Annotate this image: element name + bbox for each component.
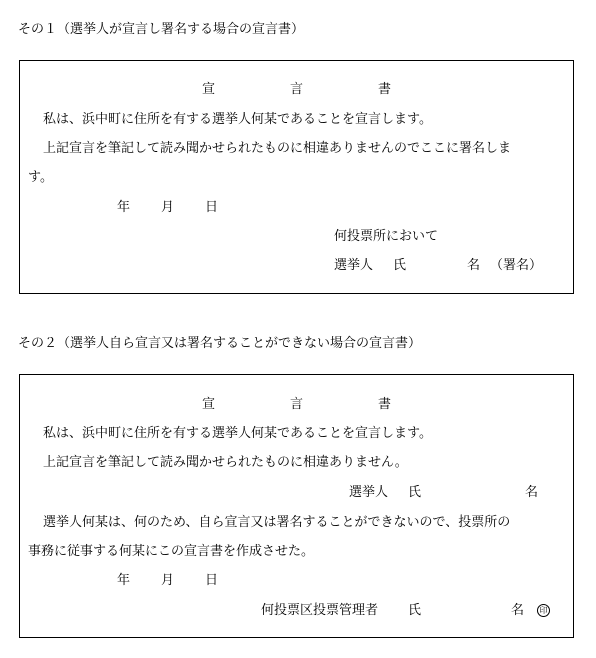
form1-paragraph-1: 私は、浜中町に住所を有する選挙人何某であることを宣言します。 [43, 112, 432, 127]
form1-signature-note: （署名） [490, 258, 543, 273]
form1-paragraph-2-line-2: す。 [28, 170, 53, 185]
form2-paragraph-3-line-2: 事務に従事する何某にこの宣言書を作成させた。 [28, 544, 315, 559]
form1-date-year: 年 [117, 200, 131, 215]
form1-signer-mei: 名 [467, 258, 481, 273]
form2-title-char-1: 宣 [202, 397, 216, 412]
section1-heading: その１（選挙人が宣言し署名する場合の宣言書） [18, 22, 305, 37]
form2-date-year: 年 [117, 573, 131, 588]
form2-paragraph-2: 上記宣言を筆記して読み聞かせられたものに相違ありません。 [43, 455, 408, 470]
declaration-form-2 [19, 374, 574, 638]
form2-manager-label: 何投票区投票管理者 [261, 603, 379, 618]
form2-title-char-2: 言 [290, 397, 304, 412]
form2-voter-label: 選挙人 [349, 485, 389, 500]
form2-date-month: 月 [161, 573, 175, 588]
section2-heading: その２（選挙人自ら宣言又は署名することができない場合の宣言書） [18, 336, 422, 351]
form2-paragraph-3-line-1: 選挙人何某は、何のため、自ら宣言又は署名することができないので、投票所の [43, 515, 511, 530]
form2-voter-shi: 氏 [408, 485, 422, 500]
form2-title-char-3: 書 [378, 397, 392, 412]
form1-date-month: 月 [161, 200, 175, 215]
form1-signer-label: 選挙人 [334, 258, 374, 273]
form2-date-day: 日 [205, 573, 219, 588]
seal-mark-icon: 印 [537, 604, 550, 617]
form1-paragraph-2-line-1: 上記宣言を筆記して読み聞かせられたものに相違ありませんのでここに署名しま [43, 141, 512, 156]
form2-manager-shi: 氏 [408, 603, 422, 618]
form2-paragraph-1: 私は、浜中町に住所を有する選挙人何某であることを宣言します。 [43, 426, 432, 441]
form2-manager-mei: 名 [511, 603, 525, 618]
form1-date-day: 日 [205, 200, 219, 215]
form1-signer-shi: 氏 [393, 258, 407, 273]
form1-title-char-2: 言 [290, 82, 304, 97]
form1-title-char-3: 書 [378, 82, 392, 97]
form2-voter-mei: 名 [525, 485, 539, 500]
form1-polling-place: 何投票所において [334, 229, 439, 244]
form1-title-char-1: 宣 [202, 82, 216, 97]
